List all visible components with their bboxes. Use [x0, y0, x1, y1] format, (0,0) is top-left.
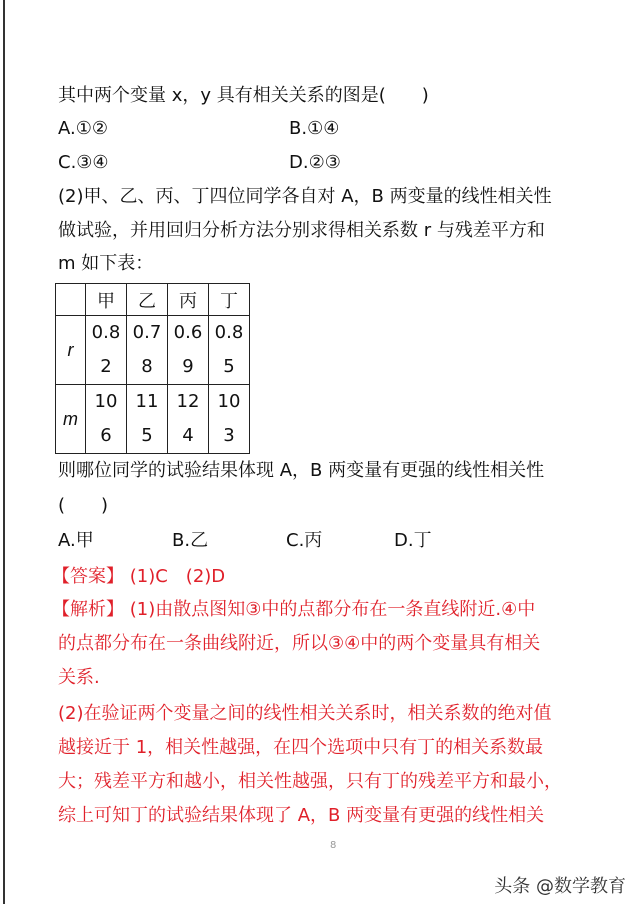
analysis-line-1 [52, 598, 535, 622]
q2-option-c: C.丙 [286, 530, 323, 551]
cell: 12 [176, 391, 200, 412]
q1-option-c: C.③④ [58, 152, 109, 173]
cell: 3 [223, 425, 235, 446]
row-label: m [63, 408, 78, 429]
cell: 5 [223, 356, 235, 377]
cell: 11 [135, 391, 159, 412]
q1-option-b: B.①④ [289, 118, 340, 139]
header-cell: 丙 [168, 284, 209, 316]
header-cell [56, 284, 86, 316]
cell: 6 [100, 425, 112, 446]
answer-label: 【答案】 [52, 566, 124, 587]
cell: 2 [100, 356, 112, 377]
table-row-r [56, 316, 250, 385]
q2-stem-2: 做试验，并用回归分析方法分别求得相关系数 r 与残差平方和 [58, 220, 545, 241]
q2-option-a: A.甲 [58, 530, 94, 551]
q1-option-d: D.②③ [289, 152, 341, 173]
answer [52, 565, 225, 589]
analysis-text: (1)由散点图知③中的点都分布在一条直线附近.④中 [129, 599, 536, 620]
analysis-line-2: 的点都分布在一条曲线附近，所以③④中的两个变量具有相关 [58, 633, 541, 654]
cell: 0.8 [91, 322, 121, 343]
q2-question-2: ( ) [58, 495, 109, 516]
table-row-m [56, 385, 250, 454]
page-number: 8 [330, 840, 337, 851]
cell: 9 [182, 356, 194, 377]
q2-option-b: B.乙 [172, 530, 209, 551]
q2-stem-3: m 如下表： [58, 253, 154, 274]
analysis-line-7: 综上可知丁的试验结果体现了 A，B 两变量有更强的线性相关 [58, 805, 545, 826]
cell: 8 [141, 356, 153, 377]
q1-stem: 其中两个变量 x，y 具有相关关系的图是( ) [58, 85, 429, 106]
cell: 0.7 [132, 322, 162, 343]
cell: 10 [94, 391, 118, 412]
q2-option-d: D.丁 [394, 530, 432, 551]
analysis-label: 【解析】 [52, 599, 124, 620]
cell: 0.8 [214, 322, 244, 343]
q1-option-a: A.①② [58, 118, 108, 139]
analysis-line-5: 越接近于 1，相关性越强，在四个选项中只有丁的相关系数最 [58, 737, 544, 758]
header-cell: 乙 [127, 284, 168, 316]
q2-stem-1: (2)甲、乙、丙、丁四位同学各自对 A，B 两变量的线性相关性 [58, 186, 552, 207]
header-cell: 甲 [86, 284, 127, 316]
analysis-line-6: 大；残差平方和越小，相关性越强，只有丁的残差平方和最小， [58, 771, 562, 792]
analysis-line-3: 关系. [58, 667, 100, 688]
page-edge [3, 0, 5, 904]
watermark: 头条 @数学教育 [494, 876, 626, 897]
data-table [55, 283, 250, 454]
cell: 10 [217, 391, 241, 412]
cell: 0.6 [173, 322, 203, 343]
q2-question-1: 则哪位同学的试验结果体现 A，B 两变量有更强的线性相关性 [58, 460, 545, 481]
row-label: r [67, 339, 74, 360]
header-cell: 丁 [209, 284, 250, 316]
cell: 4 [182, 425, 194, 446]
answer-text: (1)C (2)D [129, 566, 226, 587]
analysis-line-4: (2)在验证两个变量之间的线性相关关系时，相关系数的绝对值 [58, 703, 552, 724]
cell: 5 [141, 425, 153, 446]
